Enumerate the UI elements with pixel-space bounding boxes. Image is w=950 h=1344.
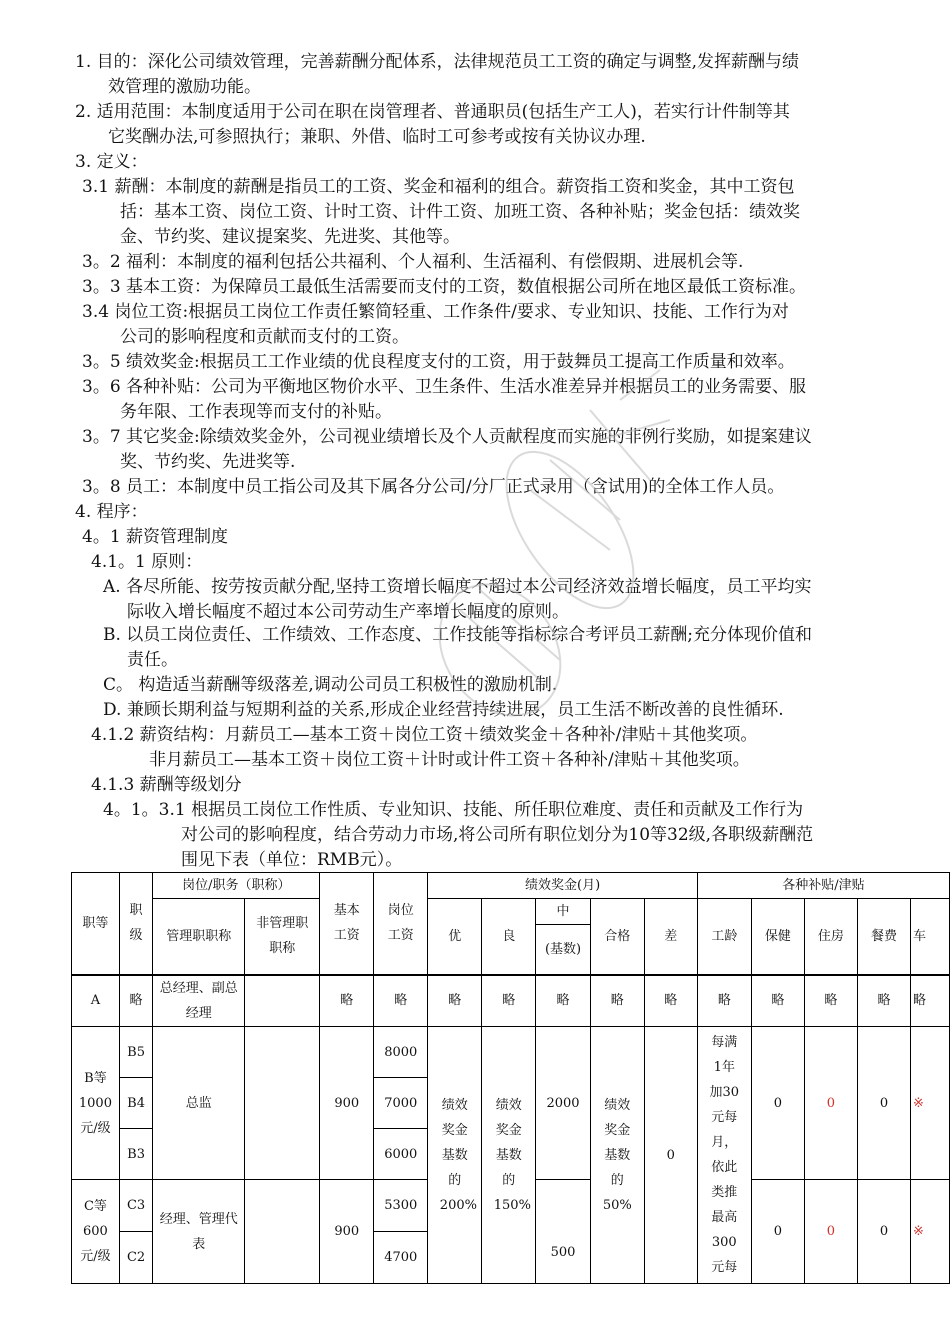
cell-post: 4700	[374, 1232, 428, 1284]
para-line: C。 构造适当薪酬等级落差,调动公司员工积极性的激励机制.	[103, 675, 558, 695]
para-line: 3。6 各种补贴：公司为平衡地区物价水平、卫生条件、生活水准差异并根据员工的业务需要、服	[82, 377, 807, 397]
para-line: 括：基本工资、岗位工资、计时工资、计件工资、加班工资、各种补贴；奖金包括：绩效奖	[120, 202, 800, 222]
para-line: 围见下表（单位：RMB元）。	[181, 850, 403, 870]
cell-car: 略	[911, 975, 950, 1027]
cell-car-c: ※	[911, 1180, 950, 1284]
header-level-label: 职级	[129, 903, 143, 944]
cell-level: C2	[119, 1232, 152, 1284]
para-line: 公司的影响程度和贡献而支付的工资。	[120, 327, 409, 347]
para-line: 3。5 绩效奖金:根据员工工作业绩的优良程度支付的工资，用于鼓舞员工提高工作质量和效率。	[82, 352, 795, 372]
para-principle-d	[103, 698, 784, 723]
cell-health: 略	[751, 975, 804, 1027]
header-good: 良	[482, 899, 536, 975]
cell-pass-shared	[590, 1027, 644, 1284]
para-principle-b	[103, 623, 812, 673]
para-line: 4.1。1 原则：	[91, 552, 203, 572]
cell-housing-b: 0	[804, 1027, 857, 1180]
para-line: 1. 目的：深化公司绩效管理，完善薪酬分配体系，法律规范员工工资的确定与调整,发挥薪酬与绩	[75, 52, 800, 72]
para-3-2	[82, 250, 743, 275]
para-line: 3。2 福利：本制度的福利包括公共福利、个人福利、生活福利、有偿假期、进展机会等.	[82, 252, 744, 272]
para-line: 3。7 其它奖金:除绩效奖金外，公司视业绩增长及个人贡献程度而实施的非例行奖励，如提案建议	[82, 427, 812, 447]
para-line: 对公司的影响程度，结合劳动力市场,将公司所有职位划分为10等32级,各职级薪酬范	[181, 825, 814, 845]
para-line: 效管理的激励功能。	[108, 77, 261, 97]
cell-post: 略	[374, 975, 428, 1027]
para-3-6	[82, 375, 806, 425]
para-line: 4. 程序：	[75, 502, 148, 522]
para-line: 金、节约奖、建议提案奖、先进奖、其他等。	[120, 227, 460, 247]
para-line: 2. 适用范围：本制度适用于公司在职在岗管理者、普通职员(包括生产工人)，若实行计件制等其	[75, 102, 790, 122]
cell-nonmgmt	[245, 975, 320, 1027]
para-3	[75, 150, 148, 175]
cell-excellent: 略	[428, 975, 482, 1027]
header-mid: 中	[536, 899, 591, 925]
para-line: 它奖酬办法,可参照执行；兼职、外借、临时工可参考或按有关协议办理.	[108, 127, 646, 147]
para-3-8	[82, 475, 784, 500]
header-post-pay-label: 岗位工资	[387, 903, 414, 944]
header-grade: 职等	[72, 873, 120, 975]
para-line: 非月薪员工—基本工资＋岗位工资＋计时或计件工资＋各种补/津贴＋其他奖项。	[149, 750, 750, 770]
cell-level: B4	[119, 1078, 152, 1129]
cell-level: B3	[119, 1129, 152, 1180]
cell-car-b: ※	[911, 1027, 950, 1180]
para-3-1	[82, 175, 800, 250]
cell-good-shared-text: 绩效奖金基数的150%	[493, 1097, 531, 1213]
header-bonus-group: 绩效奖金(月)	[428, 873, 698, 899]
para-line: 责任。	[127, 650, 178, 670]
cell-excellent-shared	[428, 1027, 482, 1284]
para-2	[75, 100, 790, 150]
cell-level: 略	[119, 975, 152, 1027]
header-post-pay	[374, 873, 428, 975]
header-nonmgmt-title-label: 非管理职职称	[256, 916, 309, 957]
cell-seniority-shared	[697, 1027, 751, 1284]
header-pass: 合格	[590, 899, 644, 975]
cell-grade: A	[72, 975, 120, 1027]
table-row-b5	[72, 1027, 950, 1078]
cell-meal-c: 0	[857, 1180, 910, 1284]
salary-grade-table	[71, 872, 950, 1284]
cell-base-c: 900	[320, 1180, 374, 1284]
cell-post: 5300	[374, 1180, 428, 1232]
para-4-1-3	[91, 773, 242, 798]
cell-pass-shared-text: 绩效奖金基数的50%	[602, 1097, 632, 1213]
cell-title-c	[153, 1180, 245, 1284]
cell-housing-c: 0	[804, 1180, 857, 1284]
cell-mid-c: 500	[536, 1180, 591, 1284]
para-principle-c	[103, 673, 557, 698]
cell-meal-b: 0	[857, 1027, 910, 1180]
header-post-group: 岗位/职务（职称）	[153, 873, 320, 899]
cell-health-b: 0	[751, 1027, 804, 1180]
cell-nonmgmt-c	[245, 1180, 320, 1284]
para-line: 3. 定义：	[75, 152, 148, 172]
para-line: 4。1 薪资管理制度	[82, 527, 229, 547]
header-mgmt-title: 管理职职称	[153, 899, 245, 975]
para-line: 际收入增长幅度不超过本公司劳动生产率增长幅度的原则。	[127, 602, 569, 622]
header-base-pay-label: 基本工资	[333, 903, 360, 944]
para-3-4	[82, 300, 789, 350]
para-line: 4。1。3.1 根据员工岗位工作性质、专业知识、技能、所任职位难度、责任和贡献及工作行为	[103, 800, 804, 820]
para-line: A. 各尽所能、按劳按贡献分配,坚持工资增长幅度不超过本公司经济效益增长幅度，员工平均实	[103, 577, 812, 597]
header-car: 车	[911, 899, 950, 975]
header-level	[119, 873, 152, 975]
para-line: 务年限、工作表现等而支付的补贴。	[120, 402, 392, 422]
cell-post: 6000	[374, 1129, 428, 1180]
para-line: D. 兼顾长期利益与短期利益的关系,形成企业经营持续进展，员工生活不断改善的良性循环.	[103, 700, 784, 720]
cell-grade-c-text: C等600元/级	[80, 1199, 111, 1264]
table-row-a	[72, 975, 950, 1027]
cell-meal: 略	[857, 975, 910, 1027]
table-viewport	[0, 860, 950, 1344]
cell-title	[153, 975, 245, 1027]
header-meal: 餐费	[857, 899, 910, 975]
cell-poor-shared: 0	[644, 1027, 697, 1284]
cell-post: 8000	[374, 1027, 428, 1078]
cell-pass: 略	[590, 975, 644, 1027]
header-health: 保健	[751, 899, 804, 975]
cell-mid-b: 2000	[536, 1027, 591, 1180]
para-1	[75, 50, 799, 100]
cell-title-c-text: 经理、管理代表	[159, 1211, 238, 1252]
cell-housing: 略	[804, 975, 857, 1027]
para-line: 3.1 薪酬：本制度的薪酬是指员工的工资、奖金和福利的组合。薪资指工资和奖金，其中工资包	[82, 177, 795, 197]
header-housing: 住房	[804, 899, 857, 975]
cell-level: B5	[119, 1027, 152, 1078]
header-mid-base-label: (基数)	[544, 941, 582, 957]
cell-base: 略	[320, 975, 374, 1027]
cell-level: C3	[119, 1180, 152, 1232]
para-line: 3。8 员工：本制度中员工指公司及其下属各分公司/分厂正式录用（含试用)的全体工作人员。	[82, 477, 785, 497]
para-3-5	[82, 350, 795, 375]
cell-good-shared	[482, 1027, 536, 1284]
para-line: B. 以员工岗位责任、工作绩效、工作态度、工作技能等指标综合考评员工薪酬;充分体现价值和	[103, 625, 813, 645]
cell-good: 略	[482, 975, 536, 1027]
para-4	[75, 500, 148, 525]
para-line: 4.1.3 薪酬等级划分	[91, 775, 242, 795]
para-line: 奖、节约奖、先进奖等.	[120, 452, 296, 472]
cell-title-text: 总经理、副总经理	[159, 980, 238, 1021]
header-excellent: 优	[428, 899, 482, 975]
header-seniority: 工龄	[697, 899, 751, 975]
cell-nonmgmt-b	[245, 1027, 320, 1180]
header-poor: 差	[644, 899, 697, 975]
header-mid-base	[536, 925, 591, 975]
cell-grade-b	[72, 1027, 120, 1180]
para-4-1	[82, 525, 228, 550]
para-3-7	[82, 425, 812, 475]
para-principle-a	[103, 575, 812, 625]
header-base-pay	[320, 873, 374, 975]
cell-poor: 略	[644, 975, 697, 1027]
header-allowance-group: 各种补贴/津贴	[697, 873, 949, 899]
cell-mid: 略	[536, 975, 591, 1027]
cell-title-b: 总监	[153, 1027, 245, 1180]
para-line: 3.4 岗位工资:根据员工岗位工作责任繁简轻重、工作条件/要求、专业知识、技能、工作行为对	[82, 302, 789, 322]
cell-seniority-shared-text: 每满1年加30元每月，依此类推最高300元每	[709, 1035, 740, 1275]
cell-grade-c	[72, 1180, 120, 1284]
cell-grade-b-text: B等1000元/级	[78, 1070, 112, 1136]
cell-excellent-shared-text: 绩效奖金基数的200%	[439, 1097, 477, 1213]
para-4-1-2	[91, 723, 757, 773]
header-nonmgmt-title	[245, 899, 320, 975]
para-line: 3。3 基本工资：为保障员工最低生活需要而支付的工资，数值根据公司所在地区最低工资标准。	[82, 277, 807, 297]
para-3-3	[82, 275, 806, 300]
para-4-1-1	[91, 550, 202, 575]
cell-post: 7000	[374, 1078, 428, 1129]
cell-health-c: 0	[751, 1180, 804, 1284]
cell-base-b: 900	[320, 1027, 374, 1180]
para-line: 4.1.2 薪资结构：月薪员工—基本工资＋岗位工资＋绩效奖金＋各种补/津贴＋其他奖项。	[91, 725, 758, 745]
cell-seniority: 略	[697, 975, 751, 1027]
